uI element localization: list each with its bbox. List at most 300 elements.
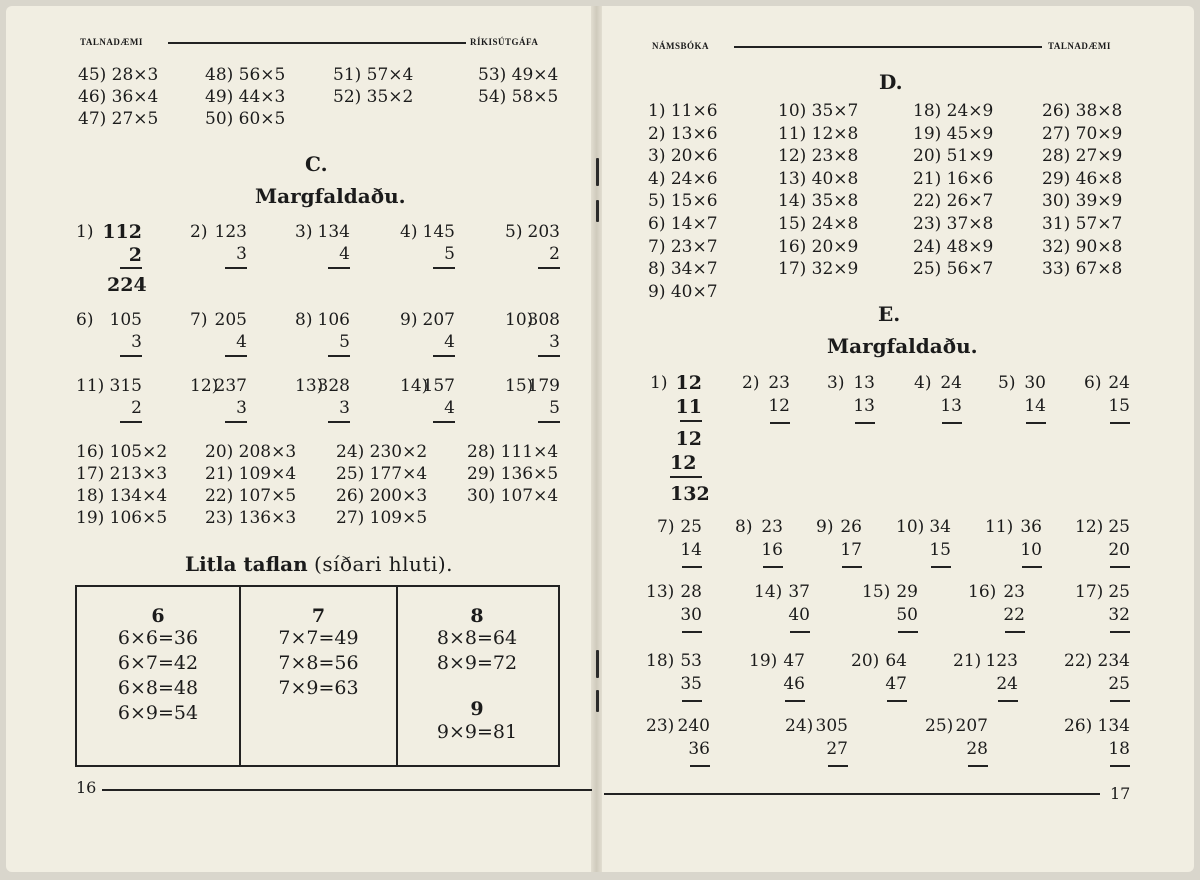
problem-label: 9)	[816, 517, 834, 537]
problem-label: 47)	[78, 109, 107, 129]
inline-problem	[336, 508, 427, 528]
problem-label: 52)	[333, 87, 362, 107]
d-problem	[648, 191, 718, 211]
top-problem	[78, 109, 158, 129]
problem-top-factor: 205	[214, 310, 247, 330]
problem-top-factor: 157	[422, 376, 455, 396]
product-underline	[1110, 566, 1130, 568]
problem-label: 22)	[205, 486, 234, 506]
product-underline	[790, 631, 810, 633]
problem-bottom-factor: 12	[768, 396, 790, 416]
problem-expression: 136×5	[495, 464, 559, 484]
problem-top-factor: 53	[680, 651, 702, 671]
problem-top-factor: 26	[840, 517, 862, 537]
problem-label: 5)	[648, 191, 666, 212]
problem-top-factor: 207	[955, 716, 988, 736]
d-problem	[648, 169, 718, 189]
problem-label: 3)	[648, 146, 666, 167]
problem-top-factor: 25	[680, 517, 702, 537]
product-underline	[1110, 422, 1130, 424]
problem-expression: 40×7	[665, 281, 718, 302]
problem-label: 12)	[1075, 517, 1104, 537]
product-underline	[328, 421, 350, 423]
inline-problem	[76, 442, 167, 462]
problem-label: 53)	[478, 65, 507, 85]
section-d-letter: D.	[879, 70, 903, 94]
table-row: 6×8=48	[117, 677, 199, 699]
problem-label: 10)	[778, 101, 807, 121]
problem-expression: 106×5	[104, 508, 168, 528]
problem-label: 26)	[1064, 716, 1093, 736]
top-problem	[333, 65, 413, 85]
product-underline	[1110, 631, 1130, 633]
problem-bottom-factor: 50	[896, 605, 918, 625]
d-problem	[1042, 101, 1122, 121]
table-subtitle: (síðari hluti).	[314, 552, 454, 576]
problem-label: 5)	[505, 222, 523, 242]
problem-label: 6)	[76, 310, 94, 330]
problem-expression: 34×7	[665, 259, 718, 280]
left-running-head-publisher: RÍKISÚTGÁFA	[470, 37, 539, 47]
product-underline	[225, 355, 247, 357]
problem-top-factor: 305	[815, 716, 848, 736]
problem-top-factor: 23	[1003, 582, 1025, 602]
problem-bottom-factor: 4	[339, 244, 350, 264]
d-problem	[648, 237, 718, 257]
problem-expression: 36×4	[106, 87, 159, 107]
d-problem	[648, 214, 718, 234]
d-problem	[778, 259, 858, 279]
product-underline	[433, 421, 455, 423]
problem-expression: 39×9	[1070, 191, 1123, 212]
problem-top-factor: 105	[109, 310, 142, 330]
product-underline	[225, 267, 247, 269]
problem-bottom-factor: 5	[444, 244, 455, 264]
problem-label: 15)	[505, 376, 534, 396]
problem-expression: 28×3	[106, 65, 159, 85]
problem-label: 15)	[862, 582, 891, 602]
d-problem	[1042, 214, 1122, 234]
problem-label: 23)	[205, 508, 234, 528]
problem-label: 20)	[913, 146, 942, 167]
problem-top-factor: 134	[317, 222, 350, 242]
problem-label: 22)	[1064, 651, 1093, 671]
product-underline	[328, 267, 350, 269]
table-row: 9×9=81	[436, 721, 518, 743]
problem-expression: 35×2	[361, 87, 414, 107]
problem-bottom-factor: 3	[549, 332, 560, 352]
problem-label: 16)	[778, 236, 807, 257]
problem-label: 16)	[76, 442, 105, 462]
d-problem	[913, 237, 993, 257]
problem-top-factor: 207	[422, 310, 455, 330]
problem-bottom-factor: 2	[549, 244, 560, 264]
staple-bottom-2	[596, 690, 599, 712]
problem-label: 24)	[785, 716, 814, 736]
d-problem	[913, 191, 993, 211]
problem-label: 10)	[505, 310, 534, 330]
example-partial-1: 12	[675, 428, 702, 450]
problem-label: 2)	[742, 373, 760, 393]
problem-label: 13)	[295, 376, 324, 396]
problem-expression: 58×5	[506, 87, 559, 107]
product-underline	[433, 355, 455, 357]
inline-problem	[205, 508, 296, 528]
problem-label: 11)	[985, 517, 1014, 537]
problem-top-factor: 179	[527, 376, 560, 396]
problem-top-factor: 134	[1097, 716, 1130, 736]
problem-label: 18)	[76, 486, 105, 506]
left-header-rule	[168, 42, 466, 44]
problem-bottom-factor: 24	[996, 674, 1018, 694]
problem-expression: 109×4	[233, 464, 297, 484]
problem-top-factor: 145	[422, 222, 455, 242]
right-header-rule	[734, 46, 1042, 48]
problem-top-factor: 237	[214, 376, 247, 396]
table-row: 8×9=72	[436, 652, 518, 674]
problem-label: 31)	[1042, 214, 1071, 234]
problem-expression: 44×3	[233, 87, 286, 107]
d-problem	[648, 146, 718, 166]
problem-bottom-factor: 10	[1020, 540, 1042, 560]
problem-label: 4)	[914, 373, 932, 393]
problem-top-factor: 47	[783, 651, 805, 671]
problem-label: 4)	[400, 222, 418, 242]
d-problem	[778, 124, 858, 144]
table-row: 7×9=63	[278, 677, 359, 699]
problem-label: 25)	[336, 464, 365, 484]
product-underline	[1005, 631, 1025, 633]
problem-label: 50)	[205, 109, 234, 129]
problem-label: 10)	[896, 517, 925, 537]
problem-bottom-factor: 35	[680, 674, 702, 694]
problem-expression: 200×3	[364, 486, 428, 506]
d-problem	[778, 146, 858, 166]
table-column-heading: 7	[311, 605, 326, 627]
problem-top-factor: 106	[317, 310, 350, 330]
problem-label: 13)	[646, 582, 675, 602]
problem-expression: 20×9	[806, 236, 859, 257]
product-underline	[690, 765, 710, 767]
problem-label: 17)	[778, 259, 807, 280]
problem-top-factor: 203	[527, 222, 560, 242]
problem-bottom-factor: 13	[940, 396, 962, 416]
product-underline	[968, 765, 988, 767]
problem-label: 25)	[925, 716, 954, 736]
problem-label: 51)	[333, 65, 362, 85]
problem-top-factor: 13	[853, 373, 875, 393]
d-problem	[648, 259, 718, 279]
inline-problem	[336, 486, 427, 506]
problem-bottom-factor: 3	[236, 398, 247, 418]
table-title: Litla taflan	[185, 552, 308, 576]
problem-expression: 15×6	[665, 191, 718, 212]
product-underline	[855, 422, 875, 424]
right-running-head: NÁMSBÓKA	[652, 41, 710, 51]
product-underline	[887, 700, 907, 702]
problem-label: 20)	[205, 442, 234, 462]
product-underline	[898, 631, 918, 633]
book-spine	[591, 6, 602, 872]
left-running-head: TALNADÆMI	[80, 37, 143, 47]
problem-expression: 35×8	[806, 191, 859, 212]
d-problem	[913, 124, 993, 144]
problem-bottom-factor: 17	[840, 540, 862, 560]
table-row: 6×6=36	[117, 627, 199, 649]
problem-expression: 57×7	[1070, 214, 1123, 234]
top-problem	[205, 87, 285, 107]
problem-expression: 57×4	[361, 65, 414, 85]
problem-label: 22)	[913, 191, 942, 212]
problem-label: 19)	[76, 508, 105, 528]
right-running-head-subject: TALNADÆMI	[1048, 41, 1111, 51]
problem-label: 32)	[1042, 236, 1071, 257]
problem-bottom-factor: 32	[1108, 605, 1130, 625]
d-problem	[778, 214, 858, 234]
problem-label: 15)	[778, 214, 807, 234]
table-heading	[185, 552, 453, 576]
problem-label: 19)	[749, 651, 778, 671]
problem-label: 24)	[336, 442, 365, 462]
example-answer: 132	[670, 483, 710, 505]
problem-expression: 56×5	[233, 65, 286, 85]
problem-label: 6)	[1084, 373, 1102, 393]
problem-label: 1)	[650, 373, 668, 393]
problem-answer: 224	[107, 274, 147, 296]
table-row: 7×7=49	[278, 627, 359, 649]
problem-label: 18)	[646, 651, 675, 671]
problem-label: 9)	[648, 281, 666, 302]
page-number-left: 16	[76, 778, 97, 797]
problem-top-factor: 25	[1108, 582, 1130, 602]
problem-label: 4)	[648, 168, 666, 189]
inline-problem	[205, 442, 296, 462]
problem-expression: 20×6	[665, 146, 718, 167]
problem-label: 14)	[400, 376, 429, 396]
problem-expression: 230×2	[364, 442, 428, 462]
top-problem	[205, 65, 285, 85]
problem-label: 7)	[190, 310, 208, 330]
d-problem	[648, 124, 718, 144]
problem-expression: 26×7	[941, 191, 994, 212]
problem-top-factor: 28	[680, 582, 702, 602]
problem-label: 1)	[76, 222, 94, 242]
product-underline	[1110, 765, 1130, 767]
problem-label: 17)	[76, 464, 105, 484]
problem-expression: 67×8	[1070, 259, 1123, 280]
problem-expression: 56×7	[941, 259, 994, 280]
product-underline	[120, 421, 142, 423]
problem-expression: 109×5	[364, 508, 428, 528]
problem-top-factor: 30	[1024, 373, 1046, 393]
problem-top-factor: 308	[527, 310, 560, 330]
problem-label: 49)	[205, 87, 234, 107]
problem-label: 11)	[778, 123, 807, 144]
problem-expression: 24×9	[941, 101, 994, 121]
d-problem	[1042, 191, 1122, 211]
inline-problem	[336, 464, 427, 484]
problem-expression: 105×2	[104, 442, 168, 462]
d-problem	[648, 101, 718, 121]
problem-label: 33)	[1042, 259, 1071, 280]
problem-top-factor: 24	[940, 373, 962, 393]
problem-label: 8)	[295, 310, 313, 330]
product-underline	[433, 267, 455, 269]
problem-bottom-factor: 5	[549, 398, 560, 418]
problem-bottom-factor: 3	[236, 244, 247, 264]
problem-label: 5)	[998, 373, 1016, 393]
problem-expression: 24×8	[806, 214, 859, 234]
problem-expression: 90×8	[1070, 236, 1123, 257]
problem-expression: 111×4	[495, 442, 559, 462]
product-underline	[931, 566, 951, 568]
product-underline	[328, 355, 350, 357]
d-problem	[778, 237, 858, 257]
d-problem	[778, 191, 858, 211]
product-underline	[998, 700, 1018, 702]
inline-problem	[467, 464, 558, 484]
problem-top-factor: 23	[768, 373, 790, 393]
inline-problem	[76, 464, 167, 484]
problem-expression: 11×6	[665, 101, 718, 121]
problem-label: 14)	[778, 191, 807, 212]
product-underline	[538, 421, 560, 423]
problem-bottom-factor: 15	[1108, 396, 1130, 416]
product-underline	[763, 566, 783, 568]
problem-label: 1)	[648, 101, 666, 121]
problem-expression: 51×9	[941, 146, 994, 167]
problem-bottom-factor: 40	[788, 605, 810, 625]
product-underline	[120, 267, 142, 269]
problem-expression: 27×5	[106, 109, 159, 129]
problem-bottom-factor: 4	[444, 398, 455, 418]
product-underline	[225, 421, 247, 423]
d-problem	[648, 282, 718, 302]
d-problem	[1042, 146, 1122, 166]
problem-label: 16)	[968, 582, 997, 602]
product-underline	[770, 422, 790, 424]
table-column-heading: 8	[470, 605, 484, 627]
problem-label: 3)	[827, 373, 845, 393]
table-row: 6×7=42	[117, 652, 199, 674]
product-underline	[942, 422, 962, 424]
problem-top-factor: 123	[214, 222, 247, 242]
problem-bottom-factor: 16	[761, 540, 783, 560]
problem-top-factor: 29	[896, 582, 918, 602]
example-top-factor: 12	[675, 372, 702, 394]
problem-label: 7)	[648, 236, 666, 257]
staple-top	[596, 158, 599, 186]
problem-bottom-factor: 47	[885, 674, 907, 694]
example-partial-2: 12	[670, 452, 697, 474]
problem-bottom-factor: 3	[339, 398, 350, 418]
d-problem	[1042, 237, 1122, 257]
problem-label: 45)	[78, 65, 107, 85]
product-underline	[1026, 422, 1046, 424]
inline-problem	[336, 442, 427, 462]
problem-label: 24)	[913, 236, 942, 257]
problem-label: 54)	[478, 87, 507, 107]
top-problem	[78, 87, 158, 107]
d-problem	[913, 214, 993, 234]
problem-label: 27)	[336, 508, 365, 528]
d-problem	[1042, 259, 1122, 279]
product-underline	[120, 355, 142, 357]
problem-label: 30)	[467, 486, 496, 506]
problem-label: 18)	[913, 101, 942, 121]
problem-expression: 16×6	[941, 168, 994, 189]
problem-bottom-factor: 3	[131, 332, 142, 352]
top-problem	[205, 109, 285, 129]
problem-label: 29)	[1042, 168, 1071, 189]
product-underline	[538, 267, 560, 269]
problem-label: 27)	[1042, 123, 1071, 144]
problem-label: 26)	[1042, 101, 1071, 121]
problem-label: 7)	[657, 517, 675, 537]
problem-expression: 134×4	[104, 486, 168, 506]
problem-expression: 49×4	[506, 65, 559, 85]
example-bottom-factor: 11	[675, 396, 702, 418]
problem-expression: 213×3	[104, 464, 168, 484]
d-problem	[913, 101, 993, 121]
section-c-title: Margfaldaðu.	[255, 184, 406, 208]
left-footer-rule	[102, 789, 592, 791]
section-e-title: Margfaldaðu.	[827, 334, 978, 358]
problem-label: 25)	[913, 259, 942, 280]
problem-label: 6)	[648, 214, 666, 234]
product-underline	[682, 566, 702, 568]
table-row: 7×8=56	[278, 652, 359, 674]
sum-underline	[670, 476, 702, 478]
problem-top-factor: 234	[1097, 651, 1130, 671]
problem-expression: 48×9	[941, 236, 994, 257]
right-footer-rule	[604, 793, 1100, 795]
problem-expression: 14×7	[665, 214, 718, 234]
problem-bottom-factor: 27	[826, 739, 848, 759]
problem-label: 17)	[1075, 582, 1104, 602]
problem-top-factor: 123	[985, 651, 1018, 671]
problem-label: 23)	[646, 716, 675, 736]
problem-expression: 35×7	[806, 101, 859, 121]
problem-bottom-factor: 14	[1024, 396, 1046, 416]
problem-label: 12)	[190, 376, 219, 396]
problem-label: 13)	[778, 168, 807, 189]
problem-label: 2)	[190, 222, 208, 242]
top-problem	[478, 87, 558, 107]
product-underline	[682, 631, 702, 633]
problem-expression: 23×8	[806, 146, 859, 167]
problem-label: 8)	[735, 517, 753, 537]
problem-expression: 107×4	[495, 486, 559, 506]
problem-bottom-factor: 14	[680, 540, 702, 560]
problem-bottom-factor: 4	[444, 332, 455, 352]
problem-expression: 13×6	[665, 123, 718, 144]
problem-expression: 60×5	[233, 109, 286, 129]
inline-problem	[467, 486, 558, 506]
problem-top-factor: 240	[677, 716, 710, 736]
problem-bottom-factor: 15	[929, 540, 951, 560]
problem-label: 28)	[1042, 146, 1071, 167]
problem-bottom-factor: 22	[1003, 605, 1025, 625]
section-c-letter: C.	[305, 152, 328, 176]
top-problem	[78, 65, 158, 85]
staple-bottom	[596, 650, 599, 678]
problem-top-factor: 34	[929, 517, 951, 537]
problem-bottom-factor: 46	[783, 674, 805, 694]
d-problem	[1042, 169, 1122, 189]
table-column-heading: 6	[151, 605, 165, 627]
problem-bottom-factor: 2	[131, 398, 142, 418]
